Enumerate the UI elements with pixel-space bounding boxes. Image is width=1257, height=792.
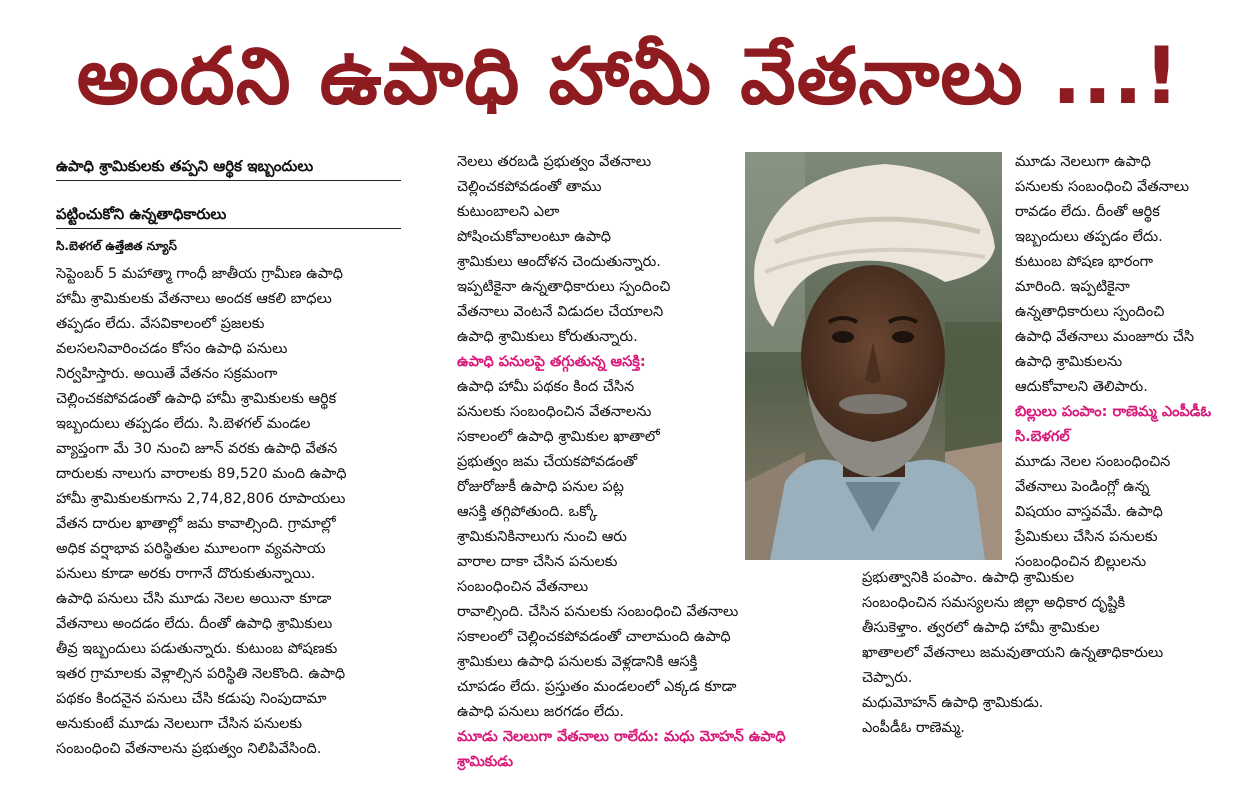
text-line: ఇతర గ్రామాలకు వెళ్లాల్సిన పరిస్థితి నెలకొంది. ఉపాధి — [56, 666, 346, 682]
text-line: పోషించుకోవాలంటూ ఉపాధి — [457, 229, 612, 245]
article-column-1 — [56, 262, 441, 762]
text-line: ఉపాధి వేతనాలు మంజూరు చేసి — [1015, 329, 1195, 345]
text-line: ప్రభుత్వానికి పంపాం. ఉపాధి శ్రామికుల — [862, 570, 1074, 586]
text-line: అధిక వర్షాభావ పరిస్థితుల మూలంగా వ్యవసాయ — [56, 541, 326, 557]
text-line: శ్రామికులు ఉపాధి పనులకు వెళ్లడానికి ఆసక్తి — [457, 654, 698, 670]
text-line: సంబంధించిన వేతనాలు — [457, 579, 589, 595]
text-line: తీవ్ర ఇబ్బందులు పడుతున్నారు. కుటుంబ పోషణకు — [56, 641, 338, 657]
text-line: నిర్వహిస్తారు. అయితే వేతనం సక్రమంగా — [56, 366, 278, 382]
text-line: శ్రామికులు ఆందోళన చెందుతున్నారు. — [457, 254, 661, 270]
text-line: ఆదుకోవాలని తెలిపారు. — [1015, 379, 1148, 395]
text-line: సకాలంలో చెల్లించకపోవడంతో చాలామంది ఉపాధి — [457, 629, 731, 645]
text-line: ఉపాధి శ్రామికులను — [1015, 354, 1123, 370]
text-line: విషయం వాస్తవమే. ఉపాధి — [1015, 504, 1163, 520]
text-line: రావడం లేదు. దీంతో ఆర్థిక — [1015, 204, 1160, 220]
text-line: దారులకు నాలుగు వారాలకు 89,520 మంది ఉపాధి — [56, 466, 347, 482]
text-line: వేతనాలు వెంటనే విడుదల చేయాలని — [457, 304, 664, 320]
text-line: వేతన దారుల ఖాతాల్లో జమ కావాల్సింది. గ్రామాల్లో — [56, 516, 336, 532]
text-line: పనులకు సంబంధించి వేతనాలు — [1015, 179, 1189, 195]
text-line: మధుమోహన్ ఉపాధి శ్రామికుడు. — [862, 695, 1044, 711]
subheading-declining-interest: ఉపాధి పనులపై తగ్గుతున్న ఆసక్తి: — [457, 354, 646, 370]
headline: అందని ఉపాధి హామీ వేతనాలు ...! — [76, 32, 1181, 122]
text-line: శ్రామికునికినాలుగు నుంచి ఆరు — [457, 529, 627, 545]
text-line: సంబంధించిన సమస్యలను జిల్లా అధికార దృష్టికి — [862, 595, 1126, 611]
text-line: తీసుకెళ్తాం. త్వరలో ఉపాధి హామీ శ్రామికుల — [862, 620, 1100, 636]
subheading-worker-quote-line1: మూడు నెలలుగా వేతనాలు రాలేదు: మధు మోహన్ ఉపాధి — [457, 729, 786, 745]
text-line: వేతనాలు అందడం లేదు. దీంతో ఉపాధి శ్రామికులు — [56, 616, 333, 632]
text-line: చెల్లించకపోవడంతో ఉపాధి హామీ శ్రామికులకు ఆర్థిక — [56, 391, 337, 407]
text-line: తప్పడం లేదు. వేసవికాలంలో ప్రజలకు — [56, 316, 265, 332]
text-line: వలసలనివారించడం కోసం ఉపాధి పనులు — [56, 341, 288, 357]
text-line: హామీ శ్రామికులకు వేతనాలు అందక ఆకలి బాధలు — [56, 291, 332, 307]
text-line: చూపడం లేదు. ప్రస్తుతం మండలంలో ఎక్కడ కూడా — [457, 679, 737, 695]
text-line: మూడు నెలలుగా ఉపాధి — [1015, 154, 1151, 170]
text-line: ఉన్నతాధికారులు స్పందించి — [1015, 304, 1165, 320]
text-line: ఆసక్తి తగ్గిపోతుంది. ఒక్కో — [457, 504, 598, 520]
text-line: రావాల్సింది. చేసిన పనులకు సంబంధించి వేతనాలు — [457, 604, 739, 620]
worker-portrait-image — [745, 152, 1002, 560]
text-line: కుటుంబాలని ఎలా — [457, 204, 560, 220]
text-line: హామీ శ్రామికులకుగాను 2,74,82,806 రూపాయలు — [56, 491, 346, 507]
text-line: మారింది. ఇప్పటికైనా — [1015, 279, 1130, 295]
article-column-3 — [1015, 150, 1250, 575]
text-line: సంబంధించిన బిల్లులను — [1015, 554, 1147, 570]
text-line: ఇబ్బందులు తప్పడం లేదు. సి.బెళగల్ మండల — [56, 416, 311, 432]
subheading-officials: పట్టించుకోని ఉన్నతాధికారులు — [56, 200, 401, 229]
text-line: నెలలు తరబడి ప్రభుత్వం వేతనాలు — [457, 154, 652, 170]
text-line: ఉపాధి పనులు జరగడం లేదు. — [457, 704, 625, 720]
text-line: ఉపాధి పనులు చేసి మూడు నెలల అయినా కూడా — [56, 591, 332, 607]
subheading-mpdo-line1: బిల్లులు పంపాం: రాణెమ్మ ఎంపీడీఓ — [1015, 404, 1212, 420]
text-line: పనులు కూడా అరకు రాగానే దొరుకుతున్నాయి. — [56, 566, 316, 582]
text-line: వారాల దాకా చేసిన పనులకు — [457, 554, 618, 570]
text-line: ప్రభుత్వం జమ చేయకపోవడంతో — [457, 454, 638, 470]
subheading-hardships: ఉపాధి శ్రామికులకు తప్పని ఆర్థిక ఇబ్బందులు — [56, 152, 401, 181]
text-line: పథకం కిందనైన పనులు చేసి కడుపు నింపుదామా — [56, 691, 327, 707]
text-line: ఇప్పటికైనా ఉన్నతాధికారులు స్పందించి — [457, 279, 671, 295]
text-line: అనుకుంటే మూడు నెలలుగా చేసిన పనులకు — [56, 716, 302, 732]
text-line: రోజురోజుకీ ఉపాధి పనుల పట్ల — [457, 479, 624, 495]
text-line: ఉపాధి శ్రామికులు కోరుతున్నారు. — [457, 329, 638, 345]
byline: సి.బెళగల్ ఉత్తేజిత న్యూస్ — [56, 239, 177, 253]
text-line: కుటుంబ పోషణ భారంగా — [1015, 254, 1154, 270]
worker-photo — [745, 152, 1002, 560]
text-line: చెల్లించకపోవడంతో తాము — [457, 179, 602, 195]
subheading-worker-quote-line2: శ్రామికుడు — [457, 754, 514, 770]
article-column-4 — [862, 566, 1247, 741]
text-line: మూడు నెలల సంబంధించిన — [1015, 454, 1171, 470]
text-line: ఉపాధి హామీ పథకం కింద చేసిన — [457, 379, 635, 395]
column-3-mpdo-statement — [1015, 450, 1250, 575]
column-3-worker-quote — [1015, 150, 1250, 400]
text-line: సెప్టెంబర్ 5 మహాత్మా గాంధీ జాతీయ గ్రామీణ ఉపాధి — [56, 266, 343, 282]
text-line: వ్యాప్తంగా మే 30 నుంచి జూన్ వరకు ఉపాధి వేతన — [56, 441, 338, 457]
text-line: సంబంధించి వేతనాలను ప్రభుత్వం నిలిపివేసింది. — [56, 741, 322, 757]
text-line: పనులకు సంబంధించిన వేతనాలను — [457, 404, 652, 420]
text-line: ఎంపీడీఓ రాణెమ్మ. — [862, 720, 965, 736]
text-line: వేతనాలు పెండింగ్లో ఉన్న — [1015, 479, 1150, 495]
text-line: చెప్పారు. — [862, 670, 913, 686]
text-line: సకాలంలో ఉపాధి శ్రామికుల ఖాతాలో — [457, 429, 660, 445]
text-line: ఇబ్బందులు తప్పడం లేదు. — [1015, 229, 1163, 245]
text-line: ప్రేమికులు చేసిన పనులకు — [1015, 529, 1158, 545]
text-line: ఖాతాలలో వేతనాలు జమవుతాయని ఉన్నతాధికారులు — [862, 645, 1164, 661]
subheading-mpdo-line2: సి.బెళగల్ — [1015, 429, 1070, 445]
